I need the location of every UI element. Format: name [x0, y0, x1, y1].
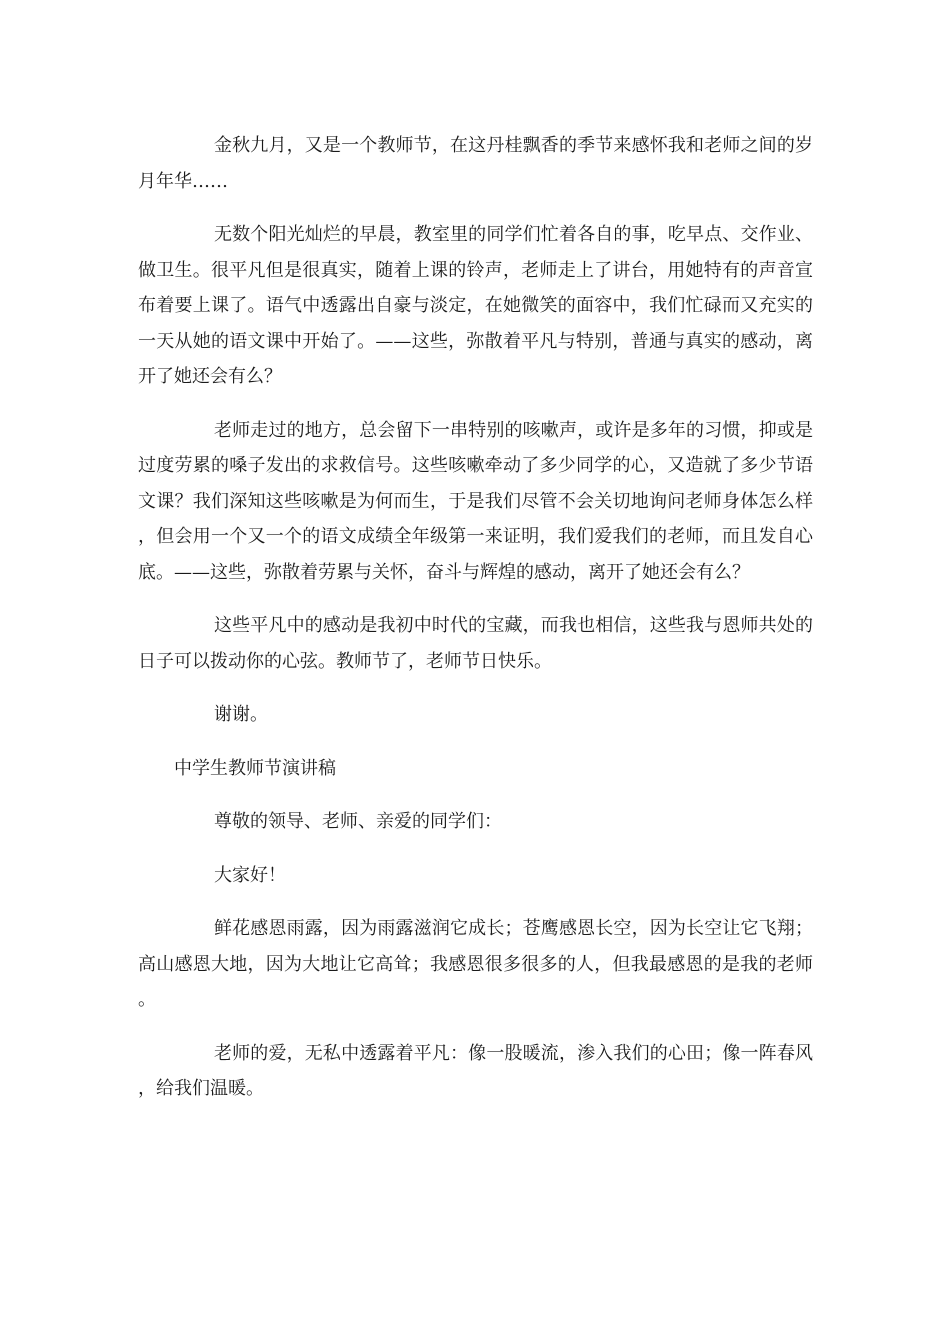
speech-title: 中学生教师节演讲稿	[174, 757, 336, 779]
speech-gratitude: 鲜花感恩雨露，因为雨露滋润它成长；苍鹰感恩长空，因为长空让它飞翔；高山感恩大地，因为大地让它高耸；我感恩很多很多的人，但我最感恩的是我的老师。	[138, 918, 813, 1010]
paragraph-morning: 无数个阳光灿烂的早晨，教室里的同学们忙着各自的事，吃早点、交作业、做卫生。很平凡但是很真实，随着上课的铃声，老师走上了讲台，用她特有的声音宣布着要上课了。语气中透露出自豪与淡定，在她微笑的面容中，我们忙碌而又充实的一天从她的语文课中开始了。——这些，弥散着平凡与特别，普通与真实的感动，离开了她还会有么？	[138, 224, 813, 387]
paragraph-cough: 老师走过的地方，总会留下一串特别的咳嗽声，或许是多年的习惯，抑或是过度劳累的嗓子发出的求救信号。这些咳嗽牵动了多少同学的心，又造就了多少节语文课？我们深知这些咳嗽是为何而生，于是我们尽管不会关切地询问老师身体怎么样，但会用一个又一个的语文成绩全年级第一来证明，我们爱我们的老师，而且发自心底。——这些，弥散着劳累与关怀，奋斗与辉煌的感动，离开了她还会有么？	[138, 419, 813, 583]
paragraph-thanks: 谢谢。	[214, 704, 268, 725]
paragraph-treasure: 这些平凡中的感动是我初中时代的宝藏，而我也相信，这些我与恩师共处的日子可以拨动你的心弦。教师节了，老师节日快乐。	[138, 615, 813, 672]
document-page	[138, 128, 813, 1125]
paragraph-opening: 金秋九月，又是一个教师节，在这丹桂飘香的季节来感怀我和老师之间的岁月年华……	[138, 135, 813, 192]
speech-hello: 大家好！	[214, 864, 286, 886]
speech-greeting: 尊敬的领导、老师、亲爱的同学们：	[214, 811, 502, 832]
speech-teacher-love: 老师的爱，无私中透露着平凡：像一股暖流，渗入我们的心田；像一阵春风，给我们温暖。	[138, 1042, 813, 1099]
